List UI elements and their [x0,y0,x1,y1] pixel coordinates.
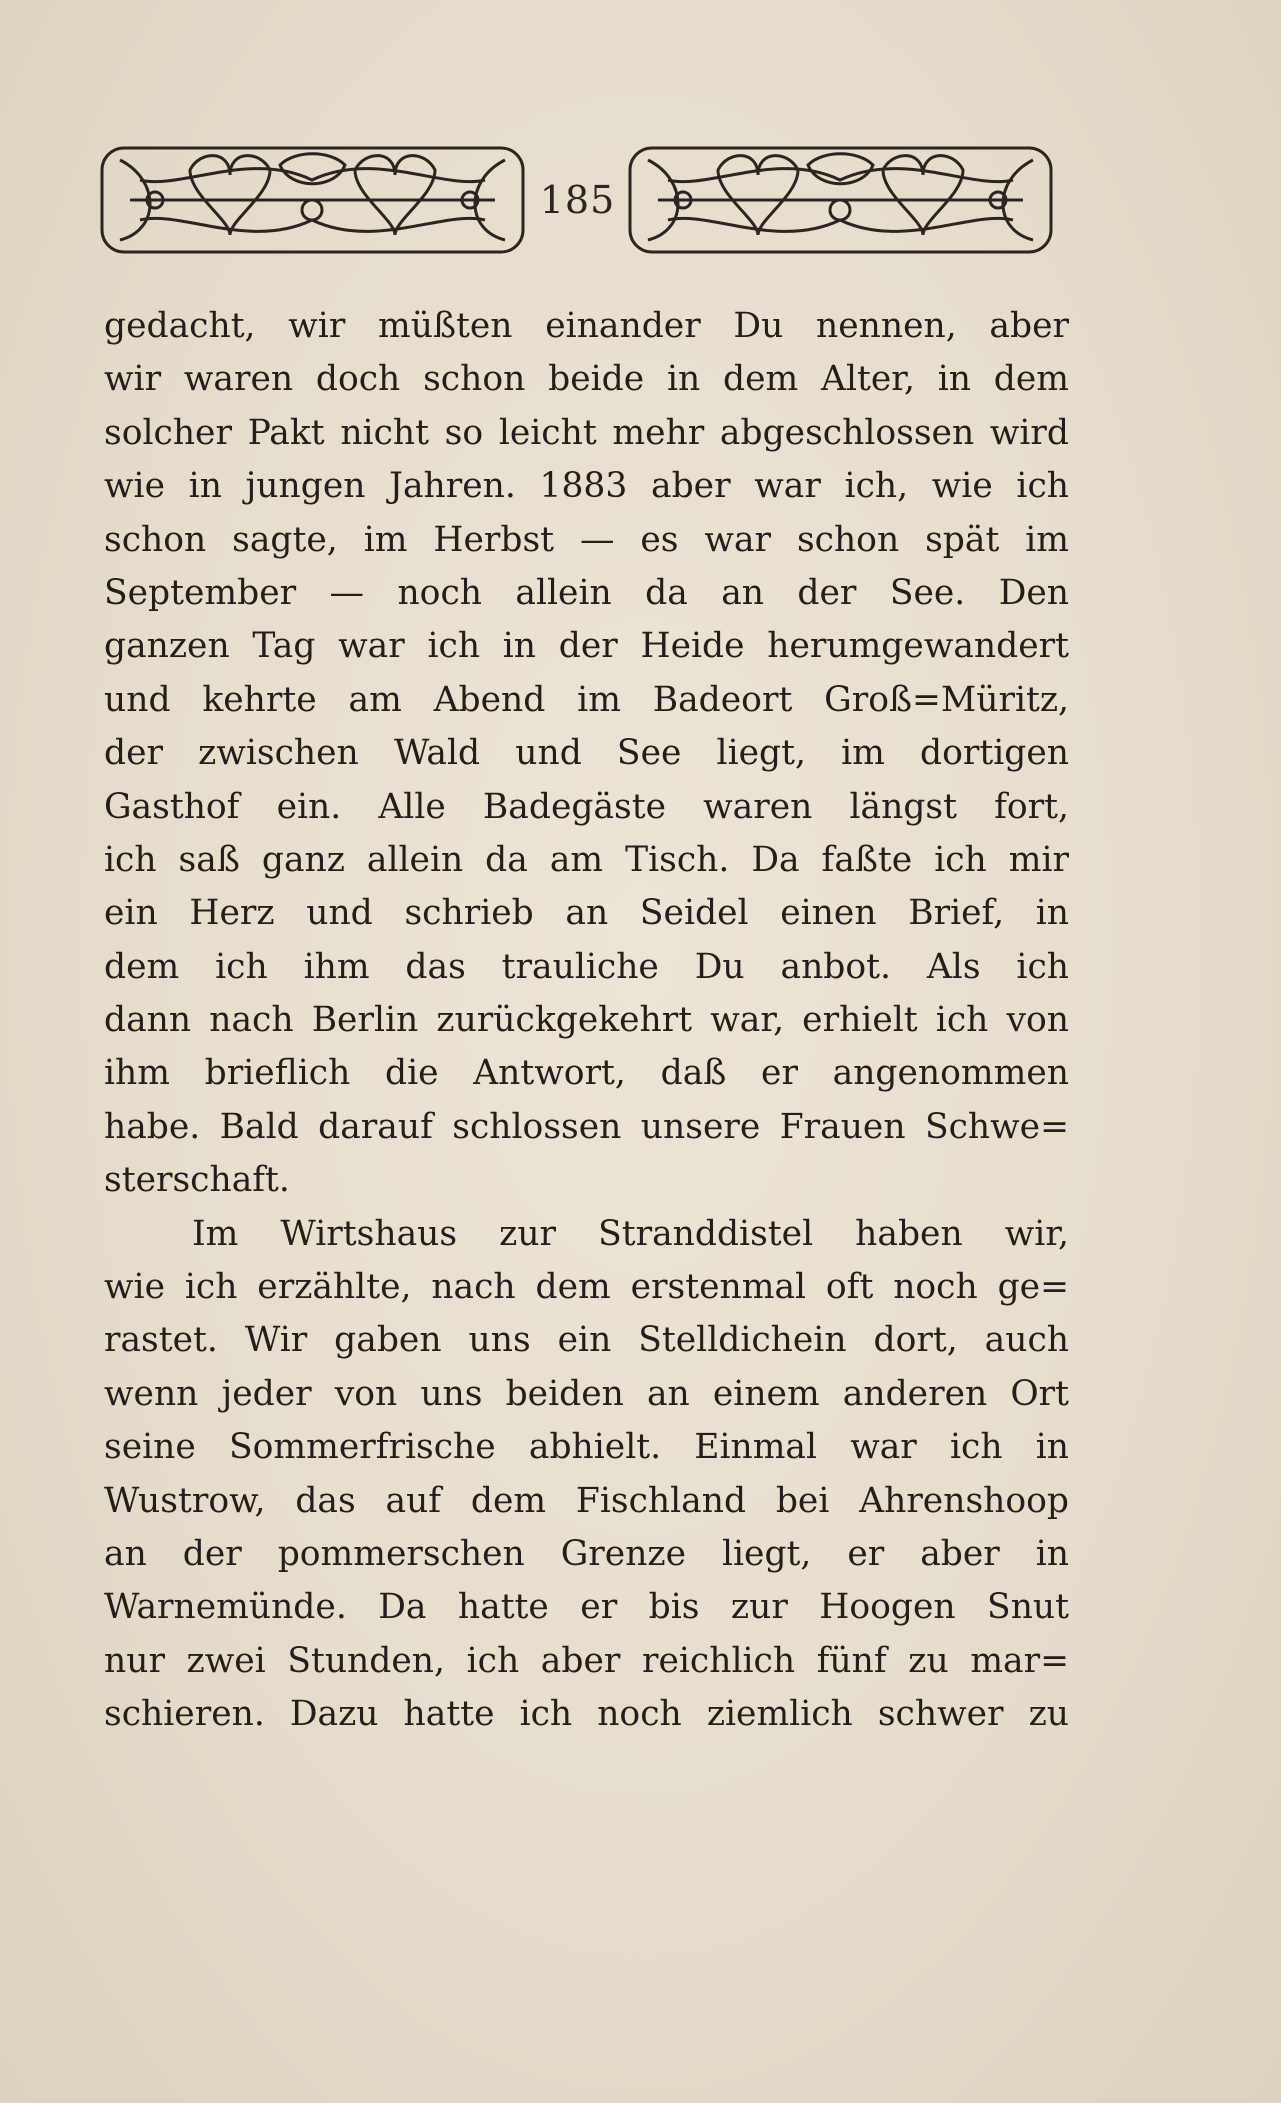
text-line: Wustrow, das auf dem Fischland bei Ahrenshoop [104,1480,1069,1521]
paragraph-2 [104,1208,1069,1742]
text-line: September — noch allein da an der See. Den [104,572,1069,613]
right-heart-ornament [628,140,1053,260]
text-line: wie in jungen Jahren. 1883 aber war ich, wie ich [104,466,1069,507]
text-line: gedacht, wir müßten einander Du nennen, aber [104,306,1069,346]
page-header [100,140,1181,260]
text-line: der zwischen Wald und See liegt, im dortigen [104,733,1069,774]
text-line: ich saß ganz allein da am Tisch. Da faßte ich mir [104,839,1069,880]
text-line: Im Wirtshaus zur Stranddistel haben wir, [192,1213,1069,1254]
text-line: schon sagte, im Herbst — es war schon spät im [104,519,1069,560]
body-text [104,300,1069,1742]
text-line: und kehrte am Abend im Badeort Groß=Müritz, [104,679,1069,720]
text-line: wir waren doch schon beide in dem Alter, in dem [104,359,1069,400]
text-line: solcher Pakt nicht so leicht mehr abgeschlossen wird [104,412,1069,453]
text-line: wie ich erzählte, nach dem erstenmal oft noch ge= [104,1267,1069,1308]
text-line: ein Herz und schrieb an Seidel einen Brief, in [104,893,1069,934]
text-line: seine Sommerfrische abhielt. Einmal war ich in [104,1427,1069,1468]
text-line: ihm brieflich die Antwort, daß er angenommen [104,1053,1069,1094]
text-line: habe. Bald darauf schlossen unsere Frauen Schwe= [104,1106,1069,1147]
paragraph-1 [104,300,1069,1208]
text-line: an der pommerschen Grenze liegt, er aber in [104,1533,1069,1574]
text-line: schieren. Dazu hatte ich noch ziemlich schwer zu [104,1694,1069,1735]
text-line: Gasthof ein. Alle Badegäste waren längst fort, [104,786,1069,827]
text-line: Warnemünde. Da hatte er bis zur Hoogen Snut [104,1587,1069,1628]
text-line: ganzen Tag war ich in der Heide herumgewandert [104,626,1069,667]
page-number: 185 [539,178,616,222]
text-line: rastet. Wir gaben uns ein Stelldichein dort, auch [104,1320,1069,1361]
text-line: dem ich ihm das trauliche Du anbot. Als ich [104,946,1069,987]
text-line: sterschaft. [104,1160,290,1201]
text-line: wenn jeder von uns beiden an einem anderen Ort [104,1373,1069,1414]
text-line: dann nach Berlin zurückgekehrt war, erhielt ich von [104,1000,1069,1041]
left-heart-ornament [100,140,525,260]
text-line: nur zwei Stunden, ich aber reichlich fünf zu mar= [104,1640,1069,1681]
